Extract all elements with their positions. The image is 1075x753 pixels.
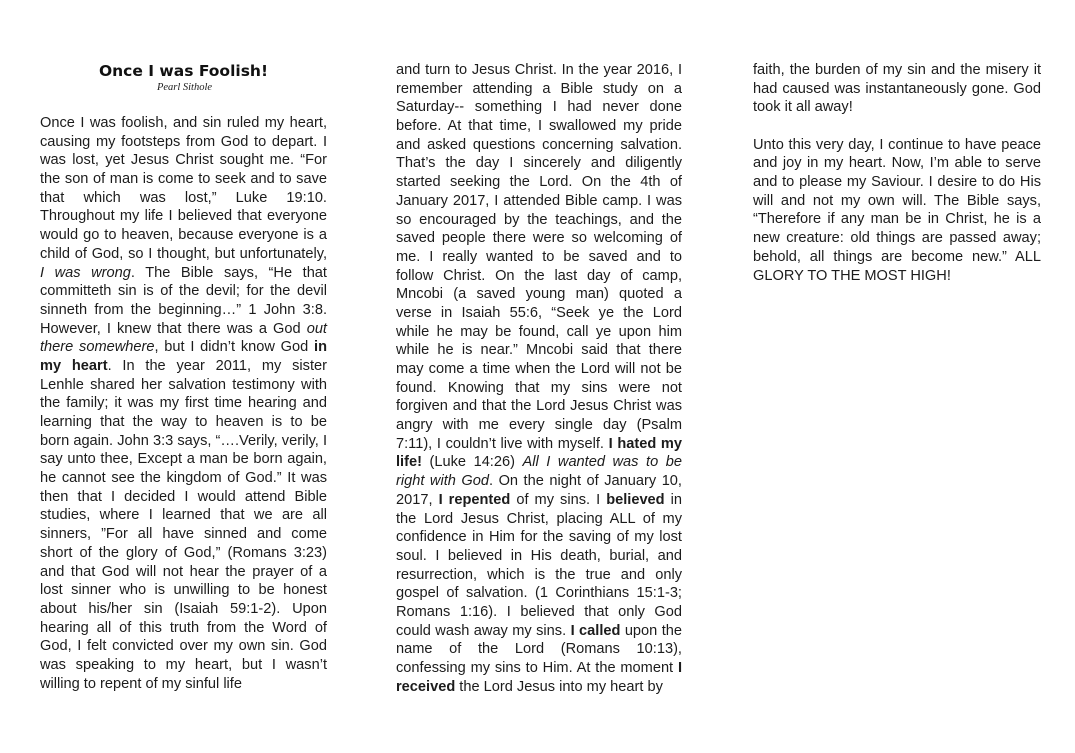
article-author: Pearl Sithole [156,82,213,93]
column-2 [396,61,682,696]
text-run: . On the night of January 10, 2017, [396,473,682,508]
column-2-body [396,61,682,696]
text-run: in the Lord Jesus Christ, placing ALL of my confidence in Him for the saving of my lost soul. I believed in His death, burial, and resurrection, which is the true and only gospel of salvation. (1 Corinthians 15:1-3; Romans 1:16). I believed that only God could wash away my sins. [396,491,682,639]
paragraph [40,114,327,693]
text-run: . The Bible says, “He that committeth sin is of the devil; for the devil sinneth from the beginning…” 1 John 3:8. However, I knew that there was a God [40,264,327,337]
article-title: Once I was Foolish! [98,62,269,80]
paragraph [396,61,682,696]
text-run: Unto this very day, I continue to have peace and joy in my heart. Now, I’m able to serve and to please my Saviour. I desire to do His will and not my own will. The Bible says, “Therefore if any man be in Christ, he is a new creature: old things are passed away; behold, all things are become new.” ALL GLORY TO THE MOST HIGH! [753,136,1041,284]
paragraph [753,136,1041,286]
text-run: , but I didn’t know God [154,339,315,356]
paragraph [753,61,1041,117]
column-3-body [753,61,1041,285]
italic-text: All I wanted was to be right with God [396,454,682,490]
bold-text: I received [396,660,682,695]
bold-text: I repented [438,491,511,508]
bold-text: in my heart [40,339,327,374]
text-run: of my sins. I [510,491,607,508]
text-run: faith, the burden of my sin and the misery it had caused was instantaneously gone. God took it all away! [753,62,1041,116]
bold-text: I called [570,622,621,639]
text-run: Once I was foolish, and sin ruled my heart, causing my footsteps from God to depart. I was lost, yet Jesus Christ sought me. “For the son of man is come to seek and to save that which was lost,” Luke 19:10. Throughout my life I believed that everyone would go to heaven, because everyone is a child of God, so I thought, but unfortunately, [40,115,327,262]
column-3 [753,61,1041,285]
column-1 [40,61,327,693]
text-run: the Lord Jesus into my heart by [455,678,663,695]
text-run: and turn to Jesus Christ. In the year 2016, I remember attending a Bible study on a Saturday-- something I had never done before. At that time, I swallowed my pride and asked questions concerning salvation. That’s the day I sincerely and diligently started seeking the Lord. On the 4th of January 2017, I attended Bible camp. I was so encouraged by the teachings, and the saved people there were so welcoming of me. I really wanted to be saved and to follow Christ. On the last day of camp, Mncobi (a saved young man) quoted a verse in Isaiah 55:6, “Seek ye the Lord while he may be found, call ye upon him while he is near.” Mncobi said that there may come a time when the Lord will not be found. Knowing that my sins were not forgiven and that the Lord Jesus Christ was angry with me every single day (Psalm 7:11), I couldn’t live with myself. [396,62,682,452]
text-run: upon the name of the Lord (Romans 10:13), confessing my sins to Him. At the moment [396,622,682,676]
bold-text: believed [606,491,665,508]
text-run: . In the year 2011, my sister Lenhle shared her salvation testimony with the family; it was my first time hearing and learning that the way to heaven is to be born again. John 3:3 says, “….Verily, verily, I say unto thee, Except a man be born again, he cannot see the kingdom of God.” It was then that I decided I would attend Bible studies, where I learned that we are all sinners, ”For all have sinned and come short of the glory of God,” (Romans 3:23) and that God will not hear the prayer of a lost sinner who is unwilling to be honest about his/her sin (Isaiah 59:1-2). Upon hearing all of this truth from the Word of God, I felt convicted over my own sin. God was speaking to my heart, but I wasn’t willing to repent of my sinful life [40,357,327,692]
text-run: (Luke 14:26) [421,454,523,471]
bold-text: I hated my life! [396,435,682,471]
italic-text: I was wrong [40,264,131,281]
column-1-body [40,114,327,693]
italic-text: out there somewhere [40,320,327,356]
